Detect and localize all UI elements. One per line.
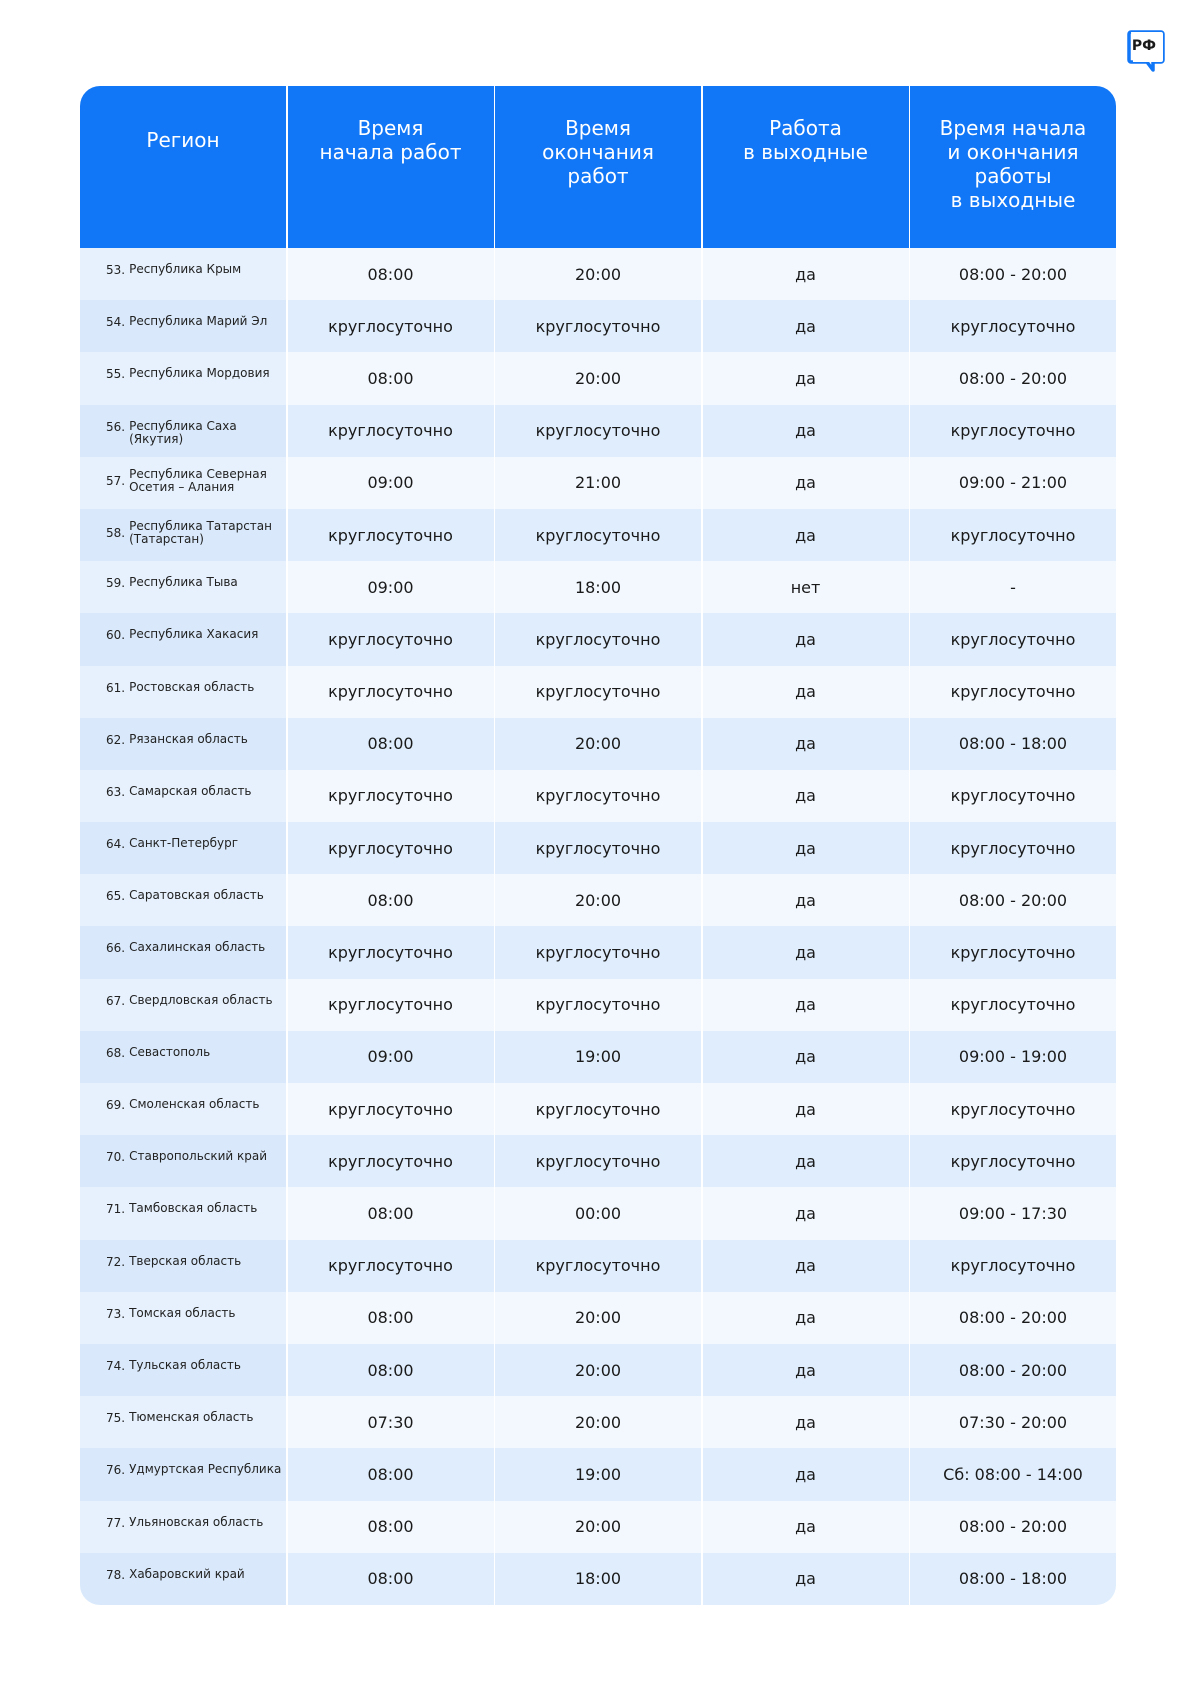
header-weekend-work: Работа в выходные	[703, 86, 909, 248]
weekend-work-cell: да	[703, 1344, 909, 1396]
end-time-cell: 18:00	[495, 561, 701, 613]
weekend-hours-cell: круглосуточно	[910, 613, 1116, 665]
end-time-cell: 20:00	[495, 248, 701, 300]
region-cell	[80, 1292, 286, 1344]
start-time-cell: 07:30	[288, 1396, 494, 1448]
weekend-work-cell: да	[703, 718, 909, 770]
logo-text: РФ	[1131, 38, 1157, 54]
table-row	[80, 666, 1116, 718]
end-time-cell: круглосуточно	[495, 1135, 701, 1187]
region-cell	[80, 1187, 286, 1239]
start-time-cell: 09:00	[288, 561, 494, 613]
region-name: Республика Тыва	[129, 575, 238, 590]
table-row	[80, 352, 1116, 404]
region-number: 75.	[106, 1411, 126, 1426]
region-cell	[80, 770, 286, 822]
region-number: 68.	[106, 1045, 126, 1060]
region-number: 65.	[106, 889, 126, 904]
region-name: Республика Саха (Якутия)	[129, 418, 237, 446]
region-number: 74.	[106, 1358, 126, 1373]
table-row	[80, 1501, 1116, 1553]
end-time-cell: круглосуточно	[495, 666, 701, 718]
end-time-cell: круглосуточно	[495, 822, 701, 874]
end-time-cell: круглосуточно	[495, 405, 701, 457]
region-cell	[80, 822, 286, 874]
region-cell	[80, 1553, 286, 1605]
end-time-cell: 20:00	[495, 1396, 701, 1448]
weekend-work-cell: да	[703, 1083, 909, 1135]
region-name: Свердловская область	[129, 992, 273, 1007]
weekend-hours-cell: круглосуточно	[910, 1240, 1116, 1292]
region-cell	[80, 666, 286, 718]
table-row	[80, 1448, 1116, 1500]
region-cell	[80, 561, 286, 613]
region-name: Удмуртская Республика	[129, 1462, 282, 1477]
region-cell	[80, 405, 286, 457]
region-number: 77.	[106, 1515, 126, 1530]
table-row	[80, 457, 1116, 509]
table-row	[80, 1031, 1116, 1083]
weekend-hours-cell: 08:00 - 20:00	[910, 248, 1116, 300]
table-row	[80, 1083, 1116, 1135]
table-row	[80, 874, 1116, 926]
end-time-cell: 20:00	[495, 1292, 701, 1344]
end-time-cell: 20:00	[495, 1501, 701, 1553]
weekend-hours-cell: Сб: 08:00 - 14:00	[910, 1448, 1116, 1500]
start-time-cell: круглосуточно	[288, 926, 494, 978]
table-row	[80, 718, 1116, 770]
start-time-cell: 08:00	[288, 1292, 494, 1344]
region-name: Республика Мордовия	[129, 366, 270, 381]
region-cell	[80, 457, 286, 509]
region-number: 66.	[106, 941, 126, 956]
region-number: 58.	[106, 525, 126, 540]
end-time-cell: круглосуточно	[495, 613, 701, 665]
region-number: 70.	[106, 1150, 126, 1165]
weekend-hours-cell: -	[910, 561, 1116, 613]
region-cell	[80, 979, 286, 1031]
region-cell	[80, 874, 286, 926]
weekend-hours-cell: 09:00 - 21:00	[910, 457, 1116, 509]
start-time-cell: круглосуточно	[288, 979, 494, 1031]
table-row	[80, 926, 1116, 978]
start-time-cell: круглосуточно	[288, 405, 494, 457]
region-name: Республика Марий Эл	[129, 314, 268, 329]
region-name: Самарская область	[129, 783, 252, 798]
weekend-work-cell: да	[703, 613, 909, 665]
weekend-hours-cell: 07:30 - 20:00	[910, 1396, 1116, 1448]
table-row	[80, 1553, 1116, 1605]
start-time-cell: 08:00	[288, 352, 494, 404]
table-row	[80, 509, 1116, 561]
region-name: Санкт-Петербург	[129, 836, 239, 851]
weekend-work-cell: да	[703, 1292, 909, 1344]
end-time-cell: круглосуточно	[495, 300, 701, 352]
weekend-hours-cell: 08:00 - 20:00	[910, 1501, 1116, 1553]
start-time-cell: круглосуточно	[288, 822, 494, 874]
region-cell	[80, 1083, 286, 1135]
end-time-cell: 19:00	[495, 1448, 701, 1500]
table-row	[80, 822, 1116, 874]
end-time-cell: круглосуточно	[495, 1083, 701, 1135]
region-cell	[80, 1448, 286, 1500]
region-number: 76.	[106, 1463, 126, 1478]
region-number: 53.	[106, 263, 126, 277]
region-name: Хабаровский край	[129, 1566, 245, 1581]
region-number: 67.	[106, 993, 126, 1008]
weekend-work-cell: да	[703, 1135, 909, 1187]
weekend-work-cell: да	[703, 248, 909, 300]
weekend-work-cell: нет	[703, 561, 909, 613]
weekend-work-cell: да	[703, 1448, 909, 1500]
start-time-cell: 08:00	[288, 1501, 494, 1553]
region-name: Ставропольский край	[129, 1149, 268, 1164]
end-time-cell: 20:00	[495, 352, 701, 404]
start-time-cell: 09:00	[288, 1031, 494, 1083]
header-weekend-hours: Время начала и окончания работы в выходные	[910, 86, 1116, 248]
region-name: Смоленская область	[129, 1097, 260, 1111]
end-time-cell: 19:00	[495, 1031, 701, 1083]
end-time-cell: 00:00	[495, 1187, 701, 1239]
region-name: Республика Крым	[129, 262, 242, 276]
end-time-cell: 20:00	[495, 718, 701, 770]
region-name: Тульская область	[129, 1357, 241, 1372]
weekend-hours-cell: круглосуточно	[910, 509, 1116, 561]
table-row	[80, 561, 1116, 613]
header-start-time: Время начала работ	[288, 86, 494, 248]
table-row	[80, 248, 1116, 300]
start-time-cell: круглосуточно	[288, 300, 494, 352]
region-number: 54.	[106, 315, 126, 330]
weekend-hours-cell: круглосуточно	[910, 1135, 1116, 1187]
weekend-work-cell: да	[703, 822, 909, 874]
weekend-hours-cell: 08:00 - 20:00	[910, 1292, 1116, 1344]
region-number: 62.	[106, 732, 126, 747]
region-cell	[80, 509, 286, 561]
table-row	[80, 613, 1116, 665]
start-time-cell: круглосуточно	[288, 1083, 494, 1135]
region-number: 56.	[106, 419, 126, 434]
weekend-hours-cell: 09:00 - 19:00	[910, 1031, 1116, 1083]
region-cell	[80, 1031, 286, 1083]
region-name: Севастополь	[129, 1044, 211, 1059]
table-row	[80, 1240, 1116, 1292]
region-name: Ростовская область	[129, 679, 255, 694]
table-row	[80, 1396, 1116, 1448]
weekend-work-cell: да	[703, 926, 909, 978]
weekend-work-cell: да	[703, 1187, 909, 1239]
table-row	[80, 300, 1116, 352]
region-cell	[80, 1396, 286, 1448]
table-row	[80, 1135, 1116, 1187]
region-number: 61.	[106, 680, 126, 695]
table-row	[80, 405, 1116, 457]
weekend-hours-cell: круглосуточно	[910, 666, 1116, 718]
region-name: Рязанская область	[129, 731, 248, 746]
end-time-cell: 20:00	[495, 1344, 701, 1396]
region-name: Республика Татарстан (Татарстан)	[129, 518, 272, 546]
weekend-work-cell: да	[703, 1553, 909, 1605]
region-cell	[80, 1135, 286, 1187]
weekend-work-cell: да	[703, 509, 909, 561]
weekend-work-cell: да	[703, 1396, 909, 1448]
region-name: Республика Северная Осетия – Алания	[129, 466, 267, 494]
start-time-cell: 08:00	[288, 1344, 494, 1396]
weekend-hours-cell: 08:00 - 20:00	[910, 352, 1116, 404]
region-cell	[80, 1344, 286, 1396]
table-row	[80, 1292, 1116, 1344]
weekend-hours-cell: 08:00 - 20:00	[910, 1344, 1116, 1396]
start-time-cell: 08:00	[288, 1187, 494, 1239]
start-time-cell: 08:00	[288, 1553, 494, 1605]
start-time-cell: круглосуточно	[288, 770, 494, 822]
table-row	[80, 770, 1116, 822]
start-time-cell: круглосуточно	[288, 666, 494, 718]
weekend-work-cell: да	[703, 1031, 909, 1083]
weekend-work-cell: да	[703, 1240, 909, 1292]
start-time-cell: круглосуточно	[288, 1135, 494, 1187]
start-time-cell: круглосуточно	[288, 1240, 494, 1292]
region-name: Саратовская область	[129, 888, 264, 903]
weekend-work-cell: да	[703, 1501, 909, 1553]
region-name: Тюменская область	[129, 1410, 254, 1425]
region-number: 63.	[106, 784, 126, 799]
start-time-cell: 09:00	[288, 457, 494, 509]
weekend-work-cell: да	[703, 457, 909, 509]
region-cell	[80, 1501, 286, 1553]
table-row	[80, 979, 1116, 1031]
end-time-cell: 18:00	[495, 1553, 701, 1605]
region-number: 59.	[106, 576, 126, 591]
start-time-cell: 08:00	[288, 718, 494, 770]
weekend-work-cell: да	[703, 666, 909, 718]
weekend-hours-cell: 09:00 - 17:30	[910, 1187, 1116, 1239]
region-number: 55.	[106, 367, 126, 382]
table-header	[80, 86, 1116, 248]
weekend-hours-cell: круглосуточно	[910, 1083, 1116, 1135]
region-number: 64.	[106, 837, 126, 852]
region-number: 69.	[106, 1098, 126, 1112]
region-cell	[80, 300, 286, 352]
start-time-cell: 08:00	[288, 874, 494, 926]
header-end-time: Время окончания работ	[495, 86, 701, 248]
weekend-hours-cell: 08:00 - 18:00	[910, 1553, 1116, 1605]
region-number: 72.	[106, 1254, 126, 1269]
region-cell	[80, 248, 286, 300]
region-number: 57.	[106, 473, 126, 488]
weekend-hours-cell: 08:00 - 18:00	[910, 718, 1116, 770]
start-time-cell: 08:00	[288, 248, 494, 300]
end-time-cell: 21:00	[495, 457, 701, 509]
region-name: Томская область	[129, 1305, 236, 1320]
header-region: Регион	[80, 86, 286, 248]
weekend-work-cell: да	[703, 405, 909, 457]
region-number: 73.	[106, 1306, 126, 1321]
weekend-work-cell: да	[703, 300, 909, 352]
rf-logo	[1127, 30, 1165, 72]
end-time-cell: круглосуточно	[495, 979, 701, 1031]
region-number: 60.	[106, 628, 126, 643]
weekend-work-cell: да	[703, 770, 909, 822]
region-name: Республика Хакасия	[129, 627, 259, 642]
weekend-hours-cell: круглосуточно	[910, 979, 1116, 1031]
region-cell	[80, 926, 286, 978]
table-row	[80, 1187, 1116, 1239]
end-time-cell: 20:00	[495, 874, 701, 926]
start-time-cell: 08:00	[288, 1448, 494, 1500]
end-time-cell: круглосуточно	[495, 1240, 701, 1292]
weekend-work-cell: да	[703, 352, 909, 404]
region-name: Сахалинская область	[129, 940, 266, 955]
weekend-hours-cell: круглосуточно	[910, 926, 1116, 978]
region-cell	[80, 352, 286, 404]
region-number: 71.	[106, 1202, 126, 1217]
region-cell	[80, 718, 286, 770]
weekend-hours-cell: 08:00 - 20:00	[910, 874, 1116, 926]
schedule-table	[80, 86, 1116, 1605]
region-number: 78.	[106, 1567, 126, 1582]
chat-bubble-icon	[1127, 30, 1165, 72]
region-name: Ульяновская область	[129, 1514, 264, 1529]
start-time-cell: круглосуточно	[288, 613, 494, 665]
end-time-cell: круглосуточно	[495, 509, 701, 561]
weekend-work-cell: да	[703, 979, 909, 1031]
start-time-cell: круглосуточно	[288, 509, 494, 561]
weekend-hours-cell: круглосуточно	[910, 822, 1116, 874]
table-row	[80, 1344, 1116, 1396]
region-name: Тамбовская область	[129, 1201, 258, 1216]
region-name: Тверская область	[129, 1253, 242, 1268]
region-cell	[80, 1240, 286, 1292]
end-time-cell: круглосуточно	[495, 770, 701, 822]
weekend-work-cell: да	[703, 874, 909, 926]
weekend-hours-cell: круглосуточно	[910, 300, 1116, 352]
end-time-cell: круглосуточно	[495, 926, 701, 978]
table-body	[80, 248, 1116, 1605]
weekend-hours-cell: круглосуточно	[910, 405, 1116, 457]
weekend-hours-cell: круглосуточно	[910, 770, 1116, 822]
region-cell	[80, 613, 286, 665]
